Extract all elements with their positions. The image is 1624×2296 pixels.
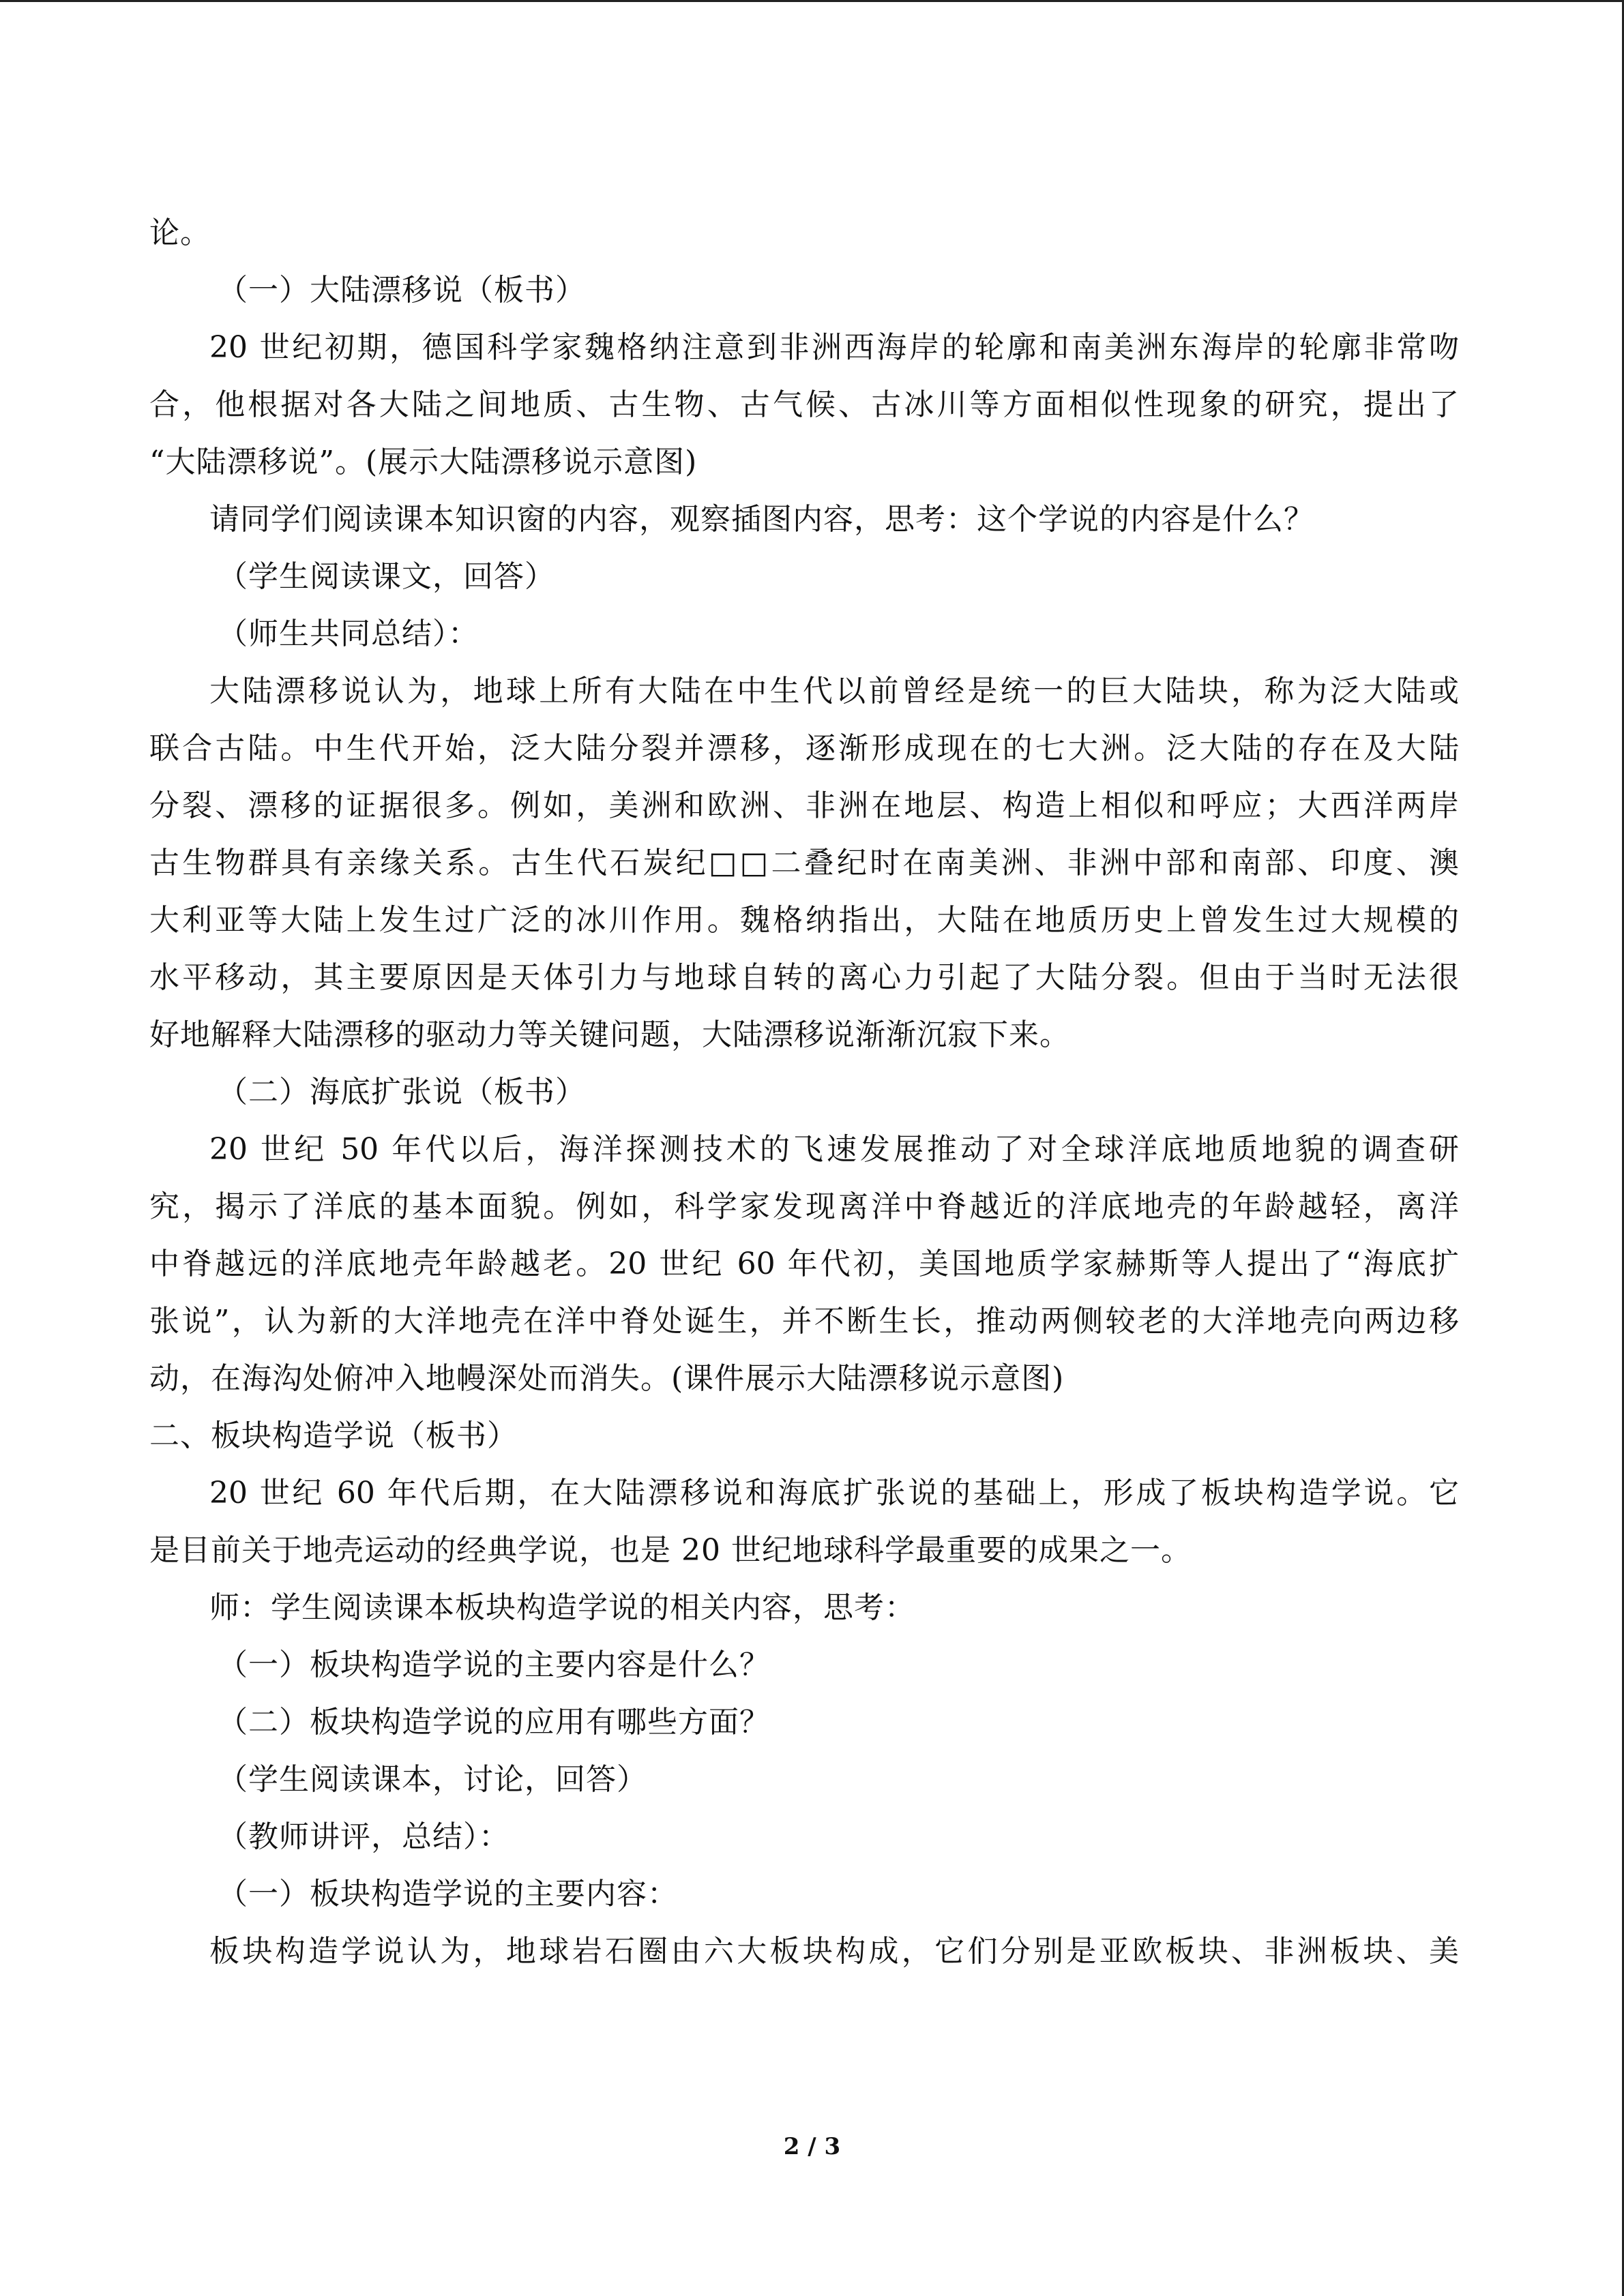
text-line: 联合古陆。中生代开始，泛大陆分裂并漂移，逐渐形成现在的七大洲。泛大陆的存在及大陆 (149, 731, 1459, 766)
text-line: 分裂、漂移的证据很多。例如，美洲和欧洲、非洲在地层、构造上相似和呼应；大西洋两岸 (149, 788, 1459, 823)
text-line: 究，揭示了洋底的基本面貌。例如，科学家发现离洋中脊越近的洋底地壳的年龄越轻，离洋 (149, 1189, 1459, 1224)
text-line: 板块构造学说认为，地球岩石圈由六大板块构成，它们分别是亚欧板块、非洲板块、美 (209, 1934, 1459, 1969)
text-line: 20 世纪初期，德国科学家魏格纳注意到非洲西海岸的轮廓和南美洲东海岸的轮廓非常吻 (209, 330, 1459, 365)
page-number: 2 / 3 (783, 2133, 841, 2160)
document-body (149, 205, 1459, 1980)
text-line: 20 世纪 60 年代后期，在大陆漂移说和海底扩张说的基础上，形成了板块构造学说。它 (209, 1476, 1459, 1510)
text-line: 请同学们阅读课本知识窗的内容，观察插图内容，思考：这个学说的内容是什么？ (209, 502, 1314, 537)
text-line: （教师讲评，总结）： (218, 1819, 510, 1854)
text-line: 师：学生阅读课本板块构造学说的相关内容，思考： (209, 1590, 915, 1625)
section-heading-plate-tectonics: 二、板块构造学说（板书） (149, 1418, 518, 1453)
text-line: 大利亚等大陆上发生过广泛的冰川作用。魏格纳指出，大陆在地质历史上曾发生过大规模的 (149, 903, 1459, 938)
text-line: （师生共同总结）： (218, 616, 479, 651)
text-line: 是目前关于地壳运动的经典学说，也是 20 世纪地球科学最重要的成果之一。 (149, 1533, 1192, 1568)
text-line: 古生物群具有亲缘关系。古生代石炭纪□□二叠纪时在南美洲、非洲中部和南部、印度、澳 (149, 846, 1459, 880)
text-line: （学生阅读课本，讨论，回答） (218, 1762, 647, 1797)
text-line: 合，他根据对各大陆之间地质、古生物、古气候、古冰川等方面相似性现象的研究，提出了 (149, 387, 1459, 422)
subheading-continental-drift: （一）大陆漂移说（板书） (218, 273, 586, 308)
page-border-top (0, 0, 1624, 2)
subheading-plate-tectonics-content: （一）板块构造学说的主要内容： (218, 1877, 678, 1911)
text-line: 张说”，认为新的大洋地壳在洋中脊处诞生，并不断生长，推动两侧较老的大洋地壳向两边移 (149, 1304, 1459, 1339)
text-line: 20 世纪 50 年代以后，海洋探测技术的飞速发展推动了对全球洋底地质地貌的调查研 (209, 1132, 1459, 1167)
text-line: 大陆漂移说认为，地球上所有大陆在中生代以前曾经是统一的巨大陆块，称为泛大陆或 (209, 674, 1459, 709)
question-item: （二）板块构造学说的应用有哪些方面？ (218, 1705, 770, 1740)
text-line: “大陆漂移说”。(展示大陆漂移说示意图) (149, 445, 698, 479)
text-line: 水平移动，其主要原因是天体引力与地球自转的离心力引起了大陆分裂。但由于当时无法很 (149, 960, 1459, 995)
text-line: 好地解释大陆漂移的驱动力等关键问题，大陆漂移说渐渐沉寂下来。 (149, 1017, 1070, 1052)
text-line: 论。 (149, 215, 211, 250)
text-line: 动，在海沟处俯冲入地幔深处而消失。(课件展示大陆漂移说示意图) (149, 1361, 1065, 1396)
text-line: （学生阅读课文，回答） (218, 559, 555, 594)
question-item: （一）板块构造学说的主要内容是什么？ (218, 1648, 770, 1682)
text-line: 中脊越远的洋底地壳年龄越老。20 世纪 60 年代初，美国地质学家赫斯等人提出了“海底扩 (149, 1247, 1459, 1281)
subheading-seafloor-spreading: （二）海底扩张说（板书） (218, 1075, 586, 1109)
